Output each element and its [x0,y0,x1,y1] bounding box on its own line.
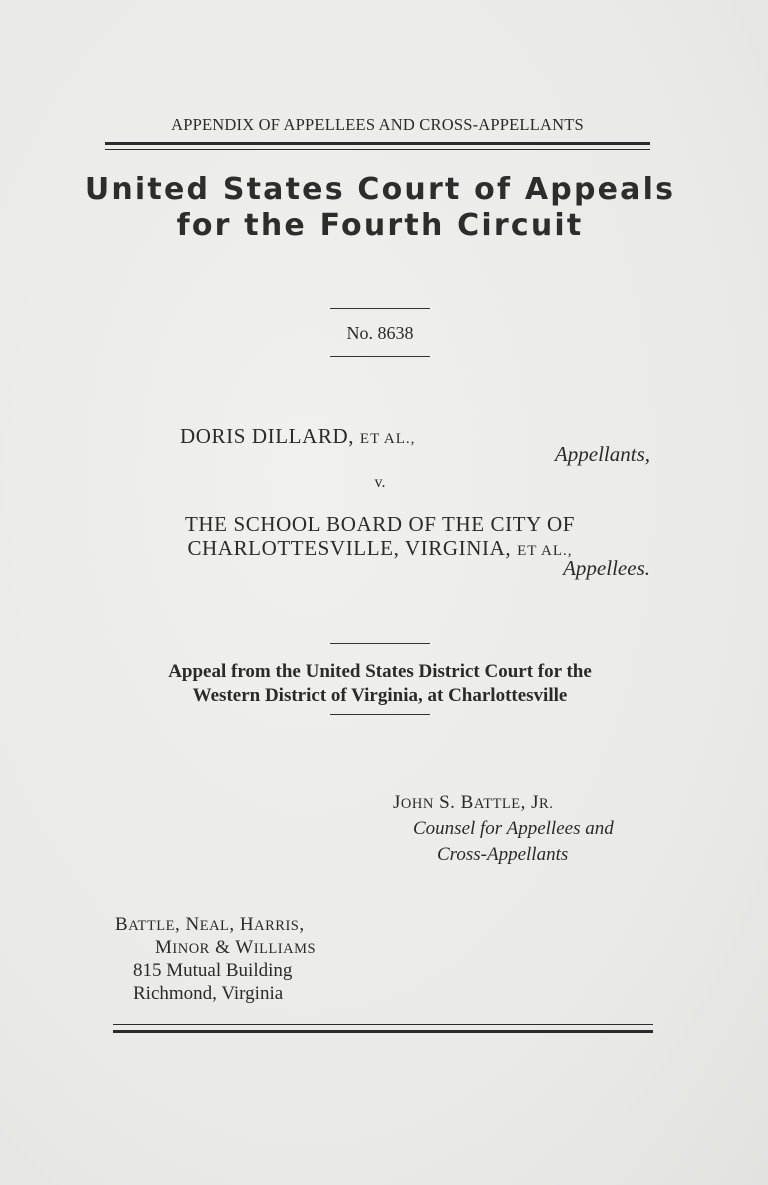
firm-part: , H [229,914,255,935]
versus: v. [374,474,386,491]
appeal-rule-top [330,643,430,644]
appellee-line2-text: CHARLOTTESVILLE, VIRGINIA, [187,536,518,560]
footer-rule-thick [113,1030,653,1033]
case-number: No. 8638 [346,323,414,343]
appeal-rule-bottom [330,714,430,715]
firm-address-line1: 815 Mutual Building [133,960,293,981]
appeal-line1: Appeal from the United States District Court for the [168,661,592,682]
counsel-name [393,792,693,814]
court-title-line2: for the Fourth Circuit [176,208,584,243]
appellee-etal: ET AL., [517,543,573,559]
counsel-name-part: R. [539,796,554,812]
appellants-role: Appellants, [554,442,650,466]
firm-part: ATTLE [128,918,175,934]
counsel-name-part: , J [520,792,540,813]
counsel-name-part: OHN [400,796,434,812]
firm-part: ARRIS [254,918,300,934]
court-title-line1: United States Court of Appeals [84,172,676,207]
firm-part: M [155,937,173,958]
counsel-role-line2: Cross-Appellants [437,844,569,865]
firm-part: , N [174,914,200,935]
case-number-rule-top [330,308,430,309]
firm-name-line2 [155,937,505,959]
counsel-name-part: ATTLE [473,796,521,812]
firm-part: & W [209,937,254,958]
appellant-etal: ET AL., [359,431,416,447]
appellees-role: Appellees. [563,556,650,580]
counsel-name-part: S. B [433,792,474,813]
counsel-role-line1: Counsel for Appellees and [413,818,614,839]
header-rule-thin [105,149,650,150]
footer-rule-thin [113,1024,653,1025]
firm-address-line2: Richmond, Virginia [133,983,284,1004]
court-title [60,172,700,244]
firm-part: , [299,914,305,935]
appeal-statement [60,660,700,708]
appellant-name-text: DORIS DILLARD, [180,424,360,448]
firm-part: ILLIAMS [253,941,317,957]
firm-name-line1 [115,914,465,936]
appendix-header: APPENDIX OF APPELLEES AND CROSS-APPELLANTS [171,115,584,134]
header-rule-thick [105,142,650,145]
appellee-line1: THE SCHOOL BOARD OF THE CITY OF [184,512,575,536]
firm-part: INOR [172,941,210,957]
appeal-line2: Western District of Virginia, at Charlottesville [192,685,568,706]
firm-part: B [115,914,129,935]
firm-part: EAL [199,918,230,934]
case-number-rule-bottom [330,356,430,357]
counsel-name-part: J [393,792,401,813]
